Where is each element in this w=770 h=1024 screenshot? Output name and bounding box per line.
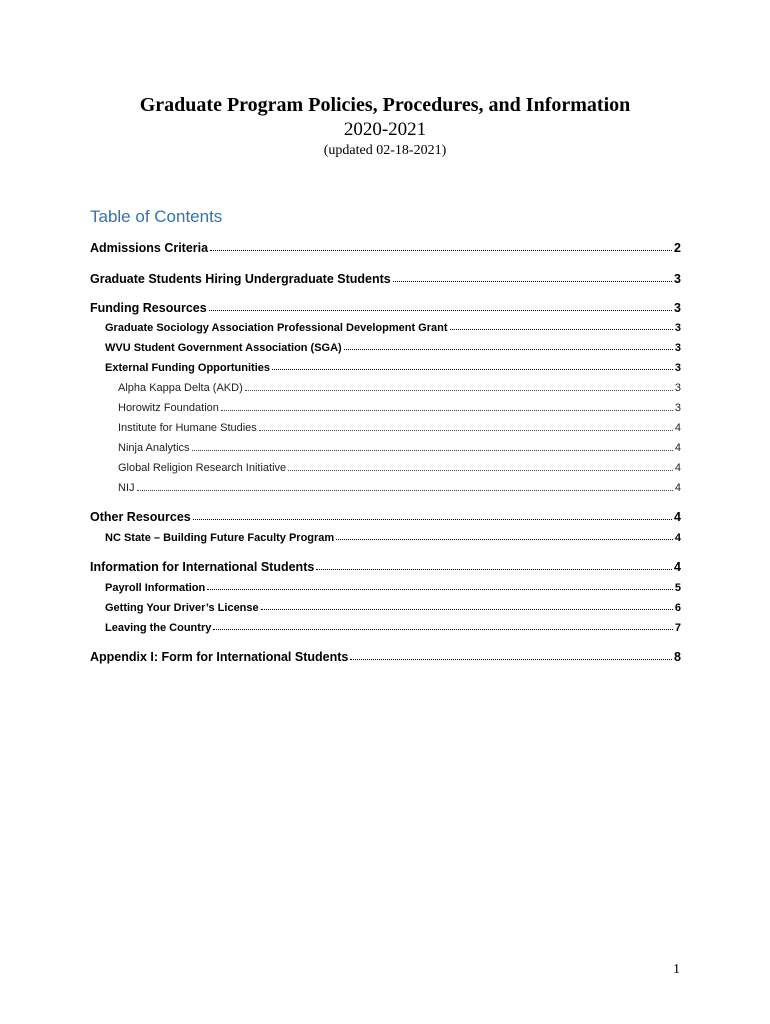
toc-leader [261,608,673,610]
toc-entry-label: Graduate Sociology Association Professional Development Grant [105,322,448,334]
toc-leader [350,658,672,660]
toc-entry-page: 4 [674,482,681,494]
toc-entry-appendix-i[interactable] [90,650,681,664]
toc-leader [344,348,673,350]
toc-entry-label: Admissions Criteria [90,241,209,255]
toc-entry-drivers-license[interactable] [105,602,681,614]
toc-leader [192,449,673,451]
toc-entry-label: Funding Resources [90,301,207,315]
toc-entry-page: 6 [674,602,681,614]
page-number: 1 [673,962,680,977]
toc-entry-other-resources[interactable] [90,510,681,524]
toc-entry-page: 3 [674,301,681,315]
toc-entry-label: NC State – Building Future Faculty Program [105,532,335,544]
toc-entry-grri[interactable] [118,462,681,474]
toc-entry-page: 4 [674,462,681,474]
toc-entry-page: 4 [674,532,681,544]
toc-entry-label: Information for International Students [90,560,315,574]
toc-leader [207,588,673,590]
toc-entry-label: Alpha Kappa Delta (AKD) [118,382,243,394]
toc-leader [210,249,672,251]
toc-entry-akd[interactable] [118,382,681,394]
toc-leader [213,628,673,630]
toc-leader [393,280,672,282]
toc-entry-page: 4 [674,442,681,454]
toc-entry-page: 2 [674,241,681,255]
toc-leader [137,489,673,491]
toc-leader [288,469,673,471]
updated-date: (updated 02-18-2021) [323,143,447,158]
toc-leader [336,538,673,540]
toc-heading: Table of Contents [90,207,223,226]
toc-entry-label: Getting Your Driver’s License [105,602,259,614]
toc-entry-label: Payroll Information [105,582,206,594]
toc-leader [245,389,673,391]
toc-entry-international-students[interactable] [90,560,681,574]
toc-leader [193,518,672,520]
document-header [0,92,770,161]
toc-leader [209,309,672,311]
toc-entry-horowitz[interactable] [118,402,681,414]
toc-entry-ninja-analytics[interactable] [118,442,681,454]
toc-leader [221,409,673,411]
toc-leader [272,368,673,370]
toc-entry-page: 3 [674,362,681,374]
toc-leader [450,328,673,330]
toc-entry-label: Global Religion Research Initiative [118,462,287,474]
toc-entry-label: NIJ [118,482,135,494]
toc-entry-label: Horowitz Foundation [118,402,219,414]
toc-entry-payroll[interactable] [105,582,681,594]
toc-entry-page: 8 [674,650,681,664]
toc-entry-label: WVU Student Government Association (SGA) [105,342,342,354]
toc-entry-nij[interactable] [118,482,681,494]
toc-entry-page: 3 [674,342,681,354]
toc-entry-hiring-undergraduates[interactable] [90,272,681,286]
toc-entry-page: 3 [674,402,681,414]
toc-entry-leaving-country[interactable] [105,622,681,634]
toc-entry-wvu-sga[interactable] [105,342,681,354]
toc-entry-funding-resources[interactable] [90,301,681,315]
toc-entry-label: Leaving the Country [105,622,212,634]
toc-entry-page: 3 [674,322,681,334]
toc-entry-page: 4 [674,422,681,434]
toc-entry-page: 5 [674,582,681,594]
toc-entry-label: Ninja Analytics [118,442,190,454]
toc-leader [316,568,672,570]
toc-entry-page: 4 [674,510,681,524]
document-title: Graduate Program Policies, Procedures, and Information [139,94,631,116]
toc-entry-page: 7 [674,622,681,634]
toc-entry-page: 3 [674,272,681,286]
toc-entry-ihs[interactable] [118,422,681,434]
toc-entry-page: 3 [674,382,681,394]
toc-entry-nc-state-bff[interactable] [105,532,681,544]
toc-entry-label: Appendix I: Form for International Students [90,650,349,664]
toc-entry-gsa-grant[interactable] [105,322,681,334]
toc-entry-external-funding[interactable] [105,362,681,374]
toc-entry-label: Institute for Humane Studies [118,422,257,434]
toc-entry-label: Other Resources [90,510,191,524]
toc-entry-label: Graduate Students Hiring Undergraduate Students [90,272,391,286]
toc-leader [259,429,673,431]
toc-entry-admissions-criteria[interactable] [90,241,681,255]
academic-year: 2020-2021 [343,119,427,140]
toc-entry-label: External Funding Opportunities [105,362,270,374]
toc-entry-page: 4 [674,560,681,574]
